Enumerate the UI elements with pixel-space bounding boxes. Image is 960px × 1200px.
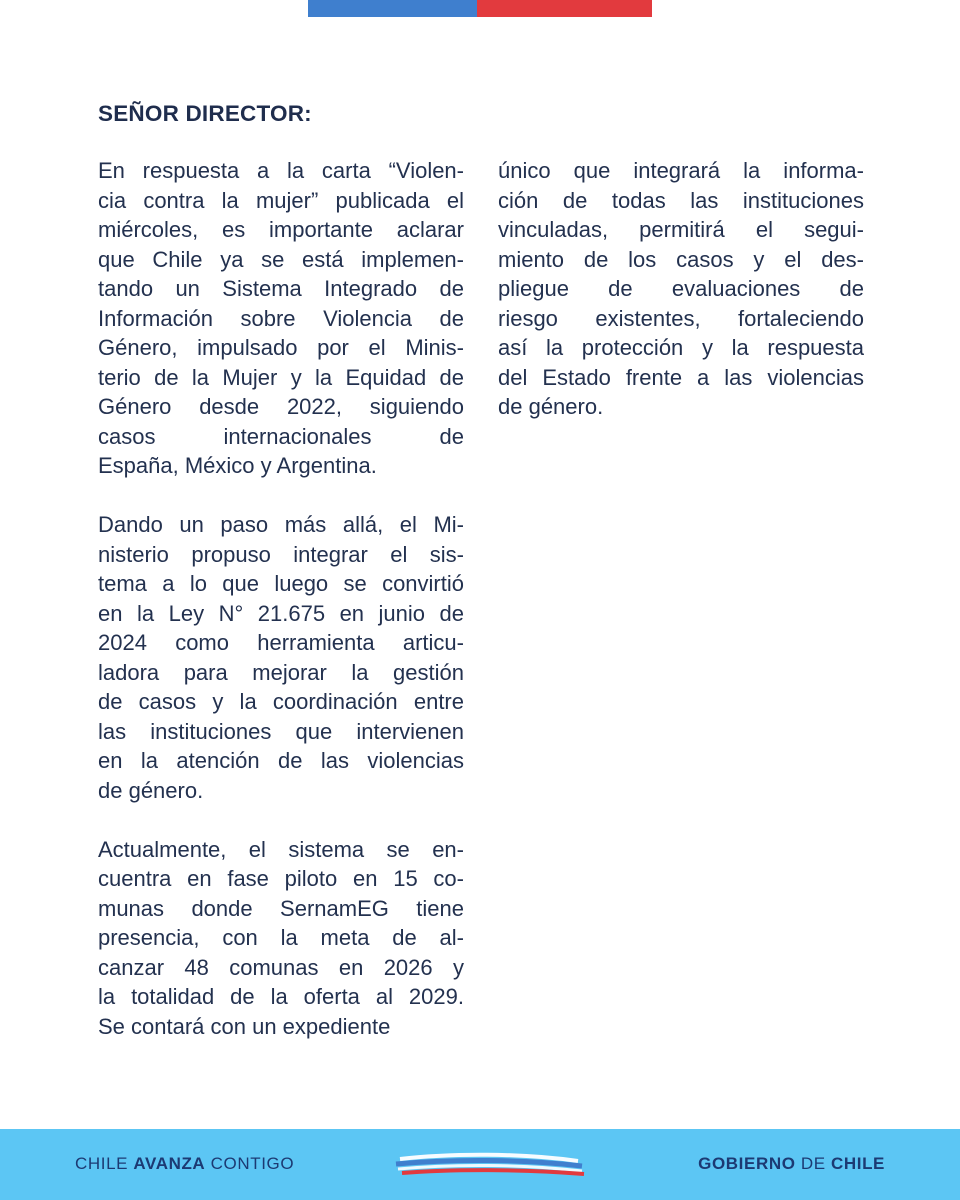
text-line: en la Ley N° 21.675 en junio de xyxy=(98,600,464,626)
text-line: cuentra en fase piloto en 15 co- xyxy=(98,866,464,891)
footer-bar xyxy=(0,1129,960,1200)
gobierno-wave-logo-icon xyxy=(392,1149,588,1179)
flag-red-stripe xyxy=(477,0,652,17)
footer-slogan xyxy=(75,1154,294,1174)
text-line: miércoles, es importante aclarar xyxy=(98,217,464,242)
text-line: de género. xyxy=(498,394,604,419)
slogan-part2: AVANZA xyxy=(133,1154,206,1173)
text-line: En respuesta a la carta “Violen- xyxy=(98,158,464,183)
text-line: las instituciones que intervienen xyxy=(98,718,464,744)
text-line: presencia, con la meta de al- xyxy=(98,925,464,950)
text-line: cia contra la mujer” publicada el xyxy=(98,187,464,213)
text-line: miento de los casos y el des- xyxy=(498,246,864,272)
text-line: nisterio propuso integrar el sis- xyxy=(98,541,464,567)
text-line: tando un Sistema Integrado de xyxy=(98,276,464,301)
text-line: Información sobre Violencia de xyxy=(98,305,464,331)
text-line: munas donde SernamEG tiene xyxy=(98,895,464,921)
letter-right-column xyxy=(498,156,864,422)
text-line: la totalidad de la oferta al 2029. xyxy=(98,984,464,1009)
gov-part3: CHILE xyxy=(825,1154,885,1173)
text-line: de género. xyxy=(98,777,204,803)
text-line: canzar 48 comunas en 2026 y xyxy=(98,954,464,980)
text-line: Se contará con un expediente xyxy=(98,1013,391,1039)
text-line: único que integrará la informa- xyxy=(498,158,864,183)
text-line: vinculadas, permitirá el segui- xyxy=(498,217,864,242)
text-line: Género desde 2022, siguiendo xyxy=(98,394,464,419)
text-line: pliegue de evaluaciones de xyxy=(498,276,864,301)
flag-blue-stripe xyxy=(308,0,477,17)
slogan-part1: CHILE xyxy=(75,1154,134,1173)
text-line: Género, impulsado por el Minis- xyxy=(98,335,464,360)
footer-government xyxy=(698,1154,885,1174)
text-line: de casos y la coordinación entre xyxy=(98,689,464,714)
text-line: ladora para mejorar la gestión xyxy=(98,659,464,685)
paragraph-gap xyxy=(98,805,464,835)
top-flag-bar xyxy=(308,0,652,17)
text-line: ción de todas las instituciones xyxy=(498,187,864,213)
letter-left-column xyxy=(98,156,464,1041)
text-line: en la atención de las violencias xyxy=(98,748,464,773)
text-line: 2024 como herramienta articu- xyxy=(98,630,464,655)
text-line: del Estado frente a las violencias xyxy=(498,364,864,390)
text-line: terio de la Mujer y la Equidad de xyxy=(98,364,464,390)
text-line: tema a lo que luego se convirtió xyxy=(98,571,464,596)
text-line: casos internacionales de xyxy=(98,423,464,449)
text-line: España, México y Argentina. xyxy=(98,453,377,478)
gov-part1: GOBIERNO xyxy=(698,1154,801,1173)
text-line: que Chile ya se está implemen- xyxy=(98,246,464,272)
text-line: Actualmente, el sistema se en- xyxy=(98,836,464,862)
text-line: Dando un paso más allá, el Mi- xyxy=(98,512,464,537)
text-line: así la protección y la respuesta xyxy=(498,335,864,360)
salutation: SEÑOR DIRECTOR: xyxy=(98,101,312,126)
paragraph-gap xyxy=(98,481,464,511)
text-line: riesgo existentes, fortaleciendo xyxy=(498,305,864,331)
slogan-part3: CONTIGO xyxy=(205,1154,295,1173)
gov-part2: DE xyxy=(800,1154,826,1173)
